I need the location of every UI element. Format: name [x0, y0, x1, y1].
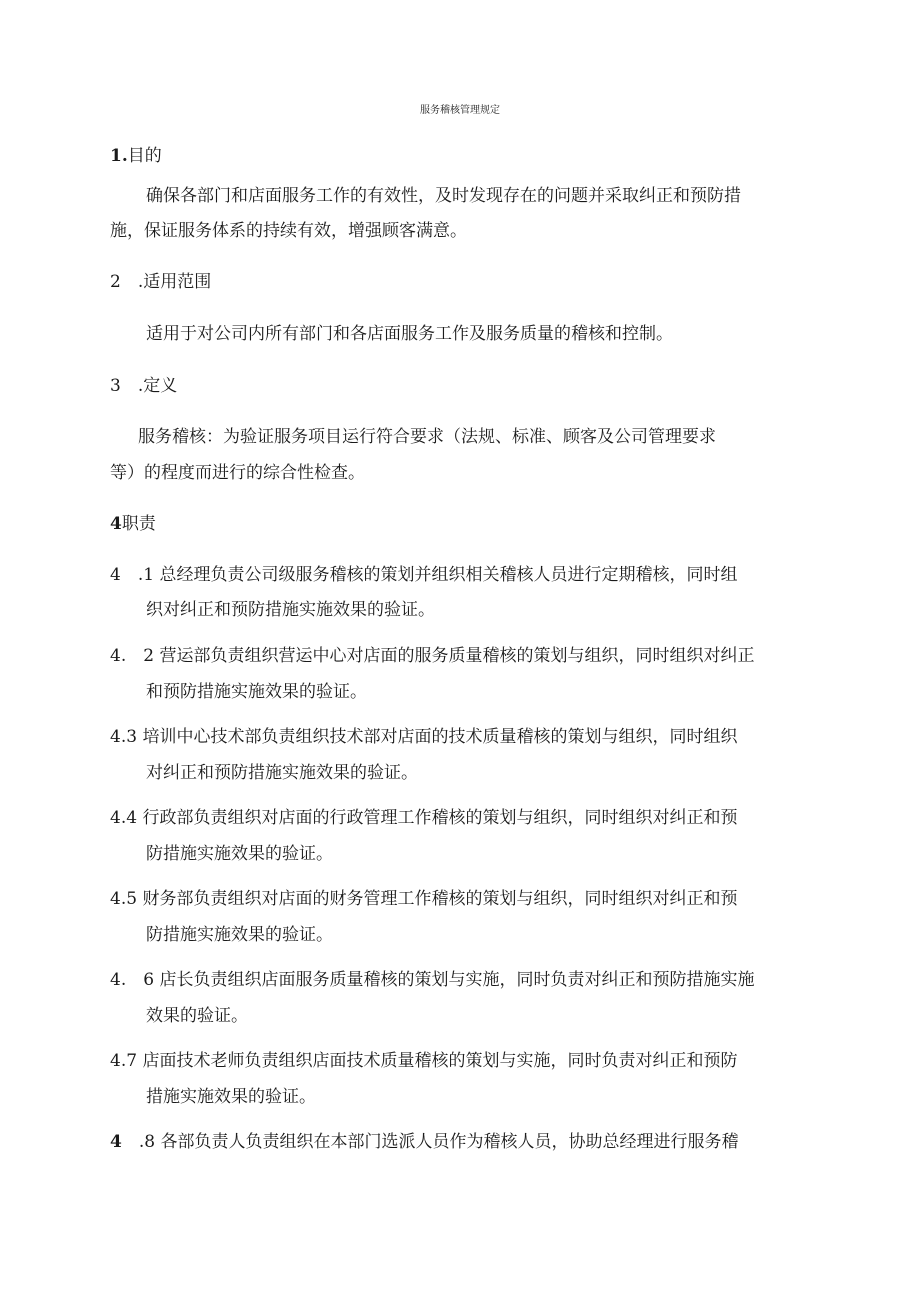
- duty-item-line: 4.4 行政部负责组织对店面的行政管理工作稽核的策划与组织，同时组织对纠正和预: [110, 808, 738, 828]
- duty-item-line: 织对纠正和预防措施实施效果的验证。: [146, 600, 435, 620]
- duty-item-line: 4 .1 总经理负责公司级服务稽核的策划并组织相关稽核人员进行定期稽核，同时组: [110, 565, 738, 585]
- paragraph-line: 适用于对公司内所有部门和各店面服务工作及服务质量的稽核和控制。: [146, 324, 673, 344]
- section-heading-definition: 3 .定义: [110, 376, 178, 396]
- duty-item-line: 效果的验证。: [146, 1006, 248, 1026]
- document-title: 服务稽核管理规定: [420, 105, 500, 116]
- section-heading-purpose: [110, 148, 162, 165]
- section-number: 4: [110, 514, 122, 534]
- duty-item-line: 和预防措施实施效果的验证。: [146, 682, 367, 702]
- duty-item-line: 对纠正和预防措施实施效果的验证。: [146, 763, 418, 783]
- section-heading-scope: 2 .适用范围: [110, 272, 212, 292]
- paragraph-line: 等）的程度而进行的综合性检查。: [110, 463, 365, 483]
- duty-item-line: 4. 2 营运部负责组织营运中心对店面的服务质量稽核的策划与组织，同时组织对纠正: [110, 646, 755, 666]
- section-number: 1.: [110, 146, 128, 166]
- duty-item-line: 4.5 财务部负责组织对店面的财务管理工作稽核的策划与组织，同时组织对纠正和预: [110, 889, 738, 909]
- duty-item-line: 防措施实施效果的验证。: [146, 844, 333, 864]
- duty-item-line: 措施实施效果的验证。: [146, 1087, 316, 1107]
- duty-item-line: [110, 1134, 738, 1151]
- duty-item-line: 4. 6 店长负责组织店面服务质量稽核的策划与实施，同时负责对纠正和预防措施实施: [110, 970, 755, 990]
- paragraph-line: 施，保证服务体系的持续有效，增强顾客满意。: [110, 221, 467, 241]
- duty-item-line: 4.3 培训中心技术部负责组织技术部对店面的技术质量稽核的策划与组织，同时组织: [110, 727, 738, 747]
- duty-item-line: 4.7 店面技术老师负责组织店面技术质量稽核的策划与实施，同时负责对纠正和预防: [110, 1051, 738, 1071]
- paragraph-line: 确保各部门和店面服务工作的有效性，及时发现存在的问题并采取纠正和预防措: [146, 186, 741, 206]
- section-title: 职责: [121, 514, 156, 534]
- duty-item-text: .8 各部负责人负责组织在本部门选派人员作为稽核人员，协助总经理进行服务稽: [121, 1132, 739, 1152]
- paragraph-line: 服务稽核：为验证服务项目运行符合要求（法规、标准、顾客及公司管理要求: [138, 427, 716, 447]
- section-heading-duties: [110, 516, 156, 533]
- duty-item-line: 防措施实施效果的验证。: [146, 925, 333, 945]
- section-title: 目的: [127, 146, 162, 166]
- duty-item-number: 4: [110, 1132, 122, 1152]
